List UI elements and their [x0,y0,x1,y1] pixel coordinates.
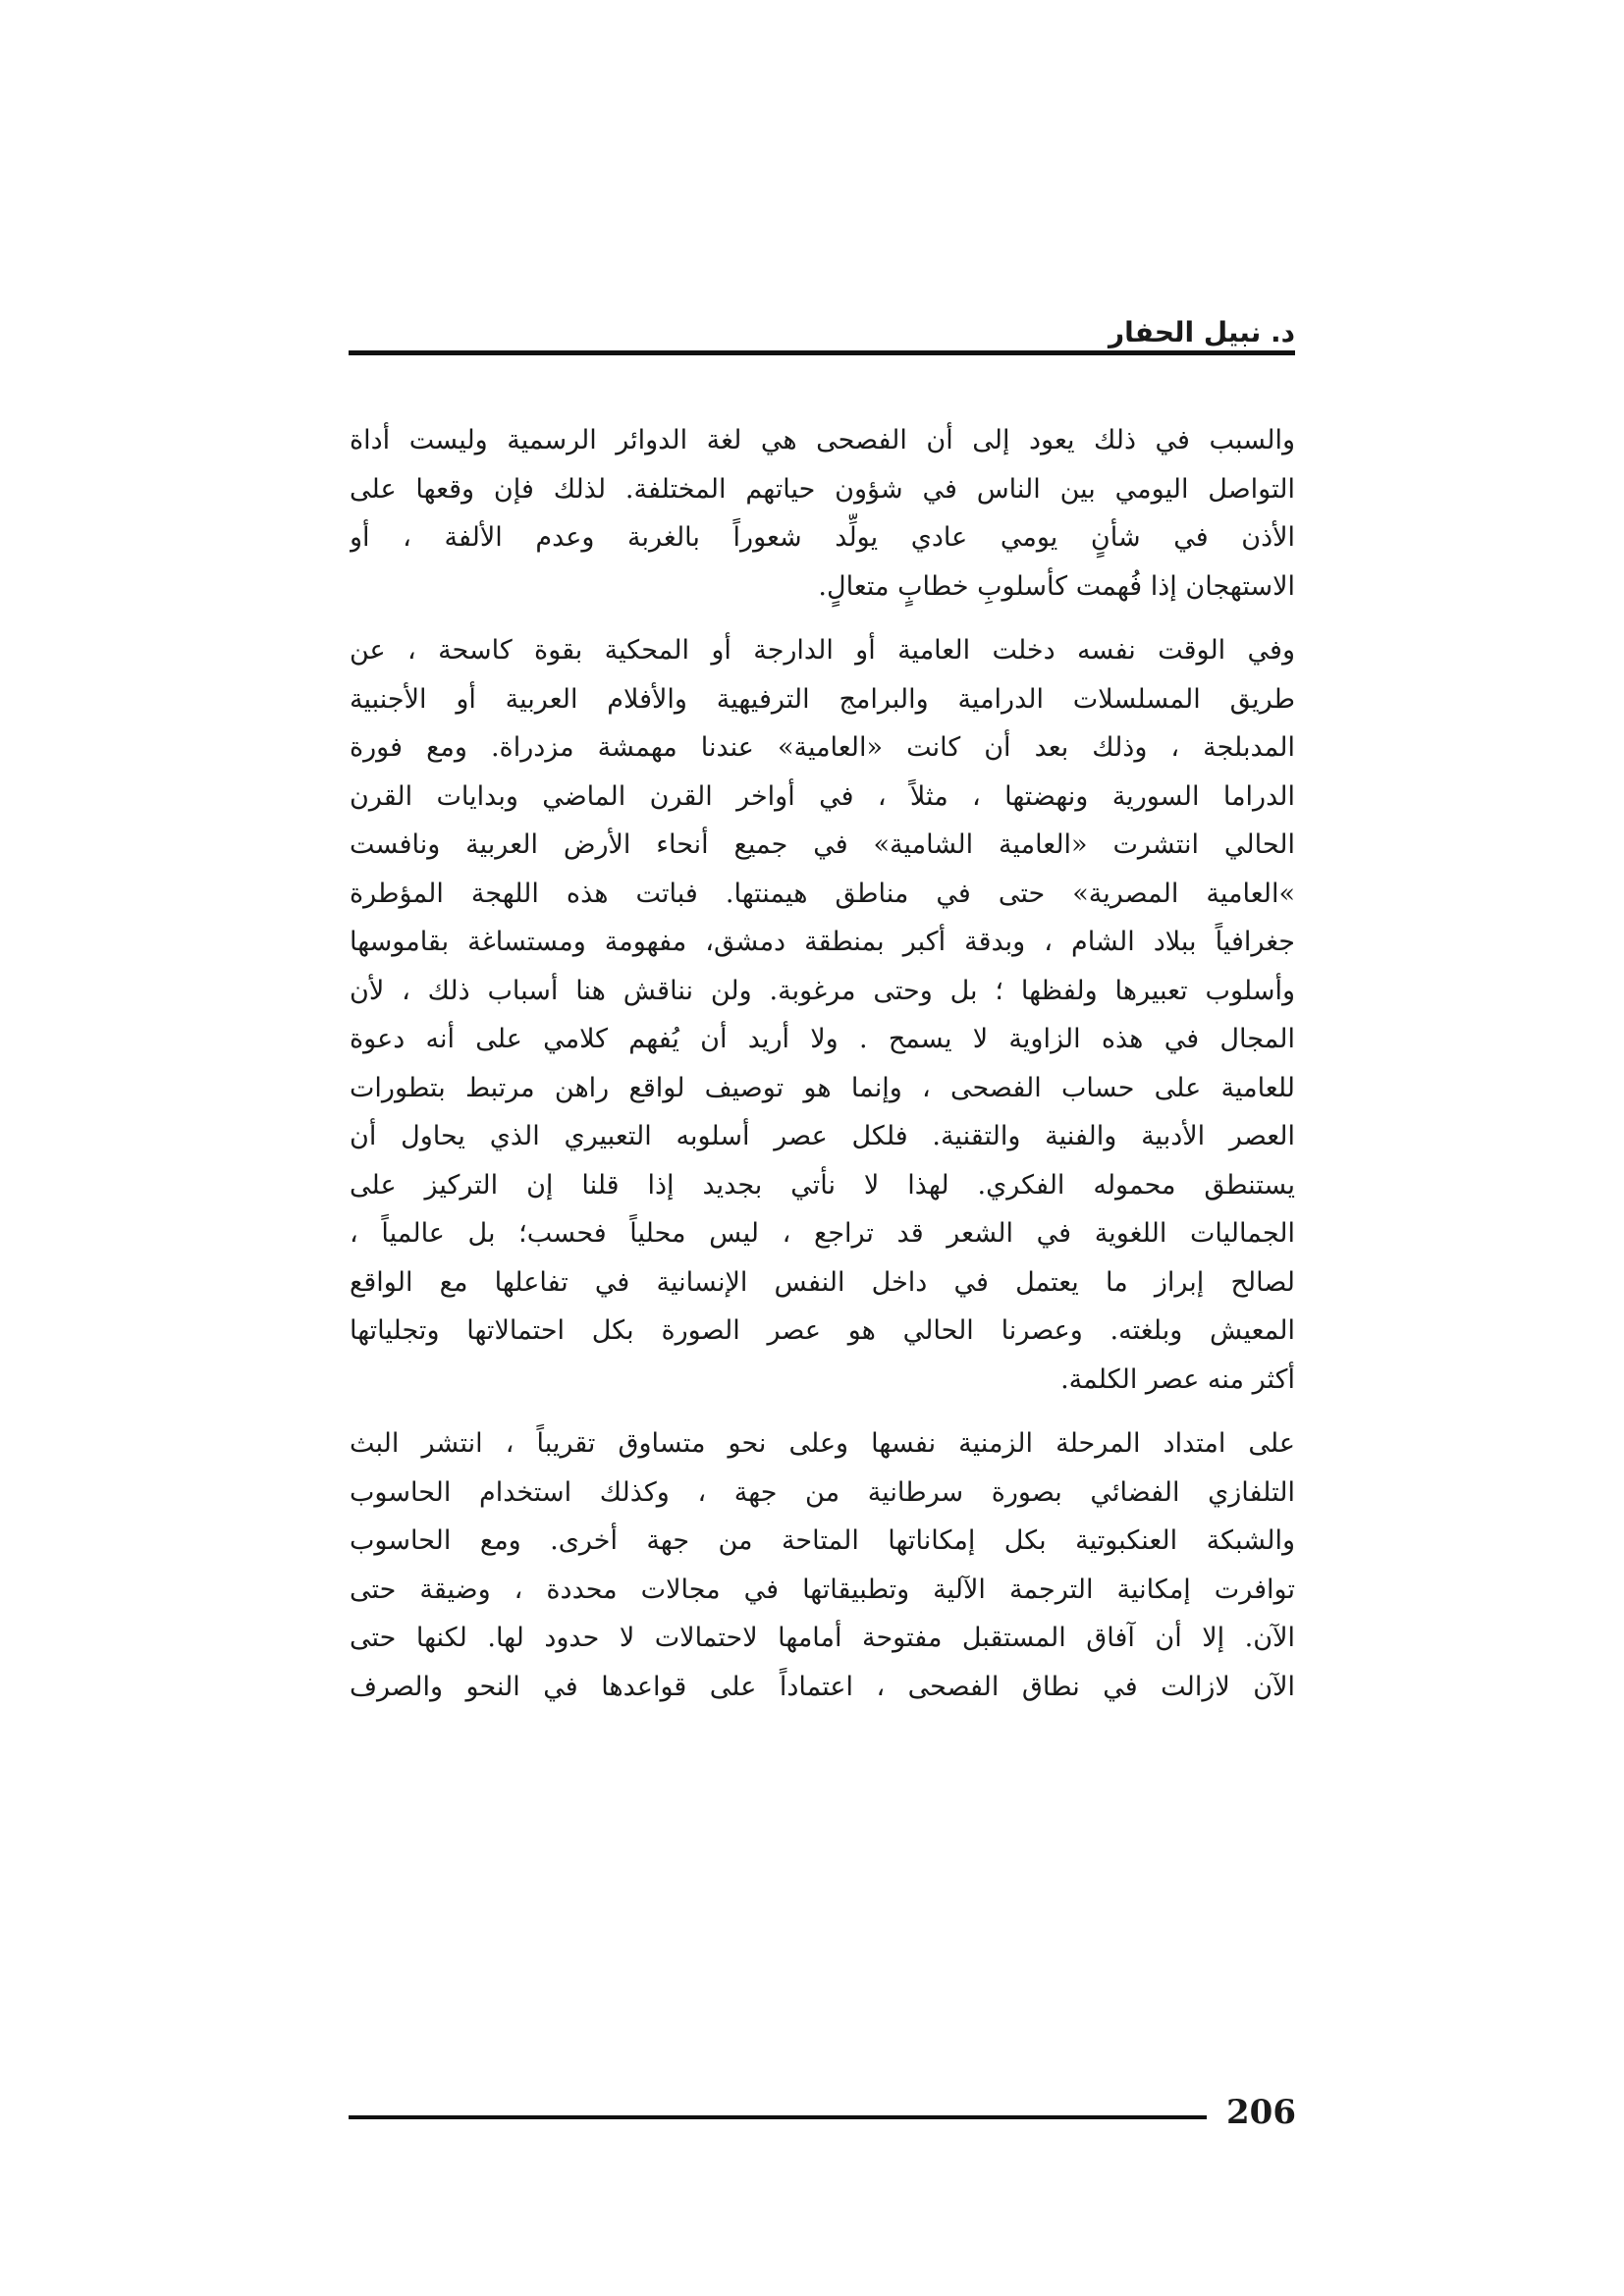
text-line: المعيش وبلغته. وعصرنا الحالي هو عصر الصورة بكل احتمالاتها وتجلياتها [350,1315,1295,1346]
text-line: والشبكة العنكبوتية بكل إمكاناتها المتاحة من جهة أخرى. ومع الحاسوب [350,1525,1295,1556]
text-line: الآن لازالت في نطاق الفصحى ، اعتماداً على قواعدها في النحو والصرف [350,1671,1295,1702]
text-line: طريق المسلسلات الدرامية والبرامج الترفيهية والأفلام العربية أو الأجنبية [350,683,1295,715]
text-line: جغرافياً ببلاد الشام ، وبدقة أكبر بمنطقة دمشق، مفهومة ومستساغة بقاموسها [350,927,1295,957]
text-line: »العامية المصرية» حتى في مناطق هيمنتها. فباتت هذه اللهجة المؤطرة [350,878,1295,909]
text-line: الجماليات اللغوية في الشعر قد تراجع ، ليس محلياً فحسب؛ بل عالمياً ، [350,1218,1295,1249]
text-line: لصالح إبراز ما يعتمل في داخل النفس الإنسانية في تفاعلها مع الواقع [350,1266,1295,1298]
body-text [350,416,1295,1711]
header-rule [349,350,1295,355]
text-line: توافرت إمكانية الترجمة الآلية وتطبيقاتها في مجالات محددة ، وضيقة حتى [350,1574,1295,1605]
paragraph-1 [350,416,1295,611]
paragraph-2 [350,626,1295,1404]
text-line: التواصل اليومي بين الناس في شؤون حياتهم المختلفة. لذلك فإن وقعها على [350,473,1295,505]
text-line: أكثر منه عصر الكلمة. [1060,1363,1295,1395]
text-line: على امتداد المرحلة الزمنية نفسها وعلى نحو متساوق تقريباً ، انتشر البث [350,1428,1295,1459]
page-number: 206 [1226,2093,1296,2132]
text-line: والسبب في ذلك يعود إلى أن الفصحى هي لغة الدوائر الرسمية وليست أداة [350,425,1295,455]
text-line: الدراما السورية ونهضتها ، مثلاً ، في أواخر القرن الماضي وبدايات القرن [350,780,1295,812]
text-line: يستنطق محموله الفكري. لهذا لا نأتي بجديد إذا قلنا إن التركيز على [350,1169,1295,1201]
text-line: الحالي انتشرت «العامية الشامية» في جميع أنحاء الأرض العربية ونافست [350,829,1295,860]
text-line: الآن. إلا أن آفاق المستقبل مفتوحة أمامها لاحتمالات لا حدود لها. لكنها حتى [350,1623,1295,1653]
text-line: للعامية على حساب الفصحى ، وإنما هو توصيف لواقع راهن مرتبط بتطورات [350,1072,1295,1103]
text-line: الاستهجان إذا فُهمت كأسلوبِ خطابٍ متعالٍ. [818,570,1295,602]
running-head-author: د. نبيل الحفار [1109,316,1295,348]
paragraph-3 [350,1419,1295,1711]
text-line: التلفازي الفضائي بصورة سرطانية من جهة ، وكذلك استخدام الحاسوب [350,1476,1295,1508]
text-line: المدبلجة ، وذلك بعد أن كانت «العامية» عندنا مهمشة مزدراة. ومع فورة [350,732,1295,763]
text-line: وفي الوقت نفسه دخلت العامية أو الدارجة أو المحكية بقوة كاسحة ، عن [350,635,1295,666]
text-line: الأذن في شأنٍ يومي عادي يولِّد شعوراً بالغربة وعدم الألفة ، أو [350,522,1295,553]
text-line: وأسلوب تعبيرها ولفظها ؛ بل وحتى مرغوبة. ولن نناقش هنا أسباب ذلك ، لأن [350,975,1295,1006]
footer-rule [349,2115,1207,2119]
text-line: المجال في هذه الزاوية لا يسمح . ولا أريد أن يُفهم كلامي على أنه دعوة [350,1024,1295,1054]
text-line: العصر الأدبية والفنية والتقنية. فلكل عصر أسلوبه التعبيري الذي يحاول أن [350,1121,1295,1151]
